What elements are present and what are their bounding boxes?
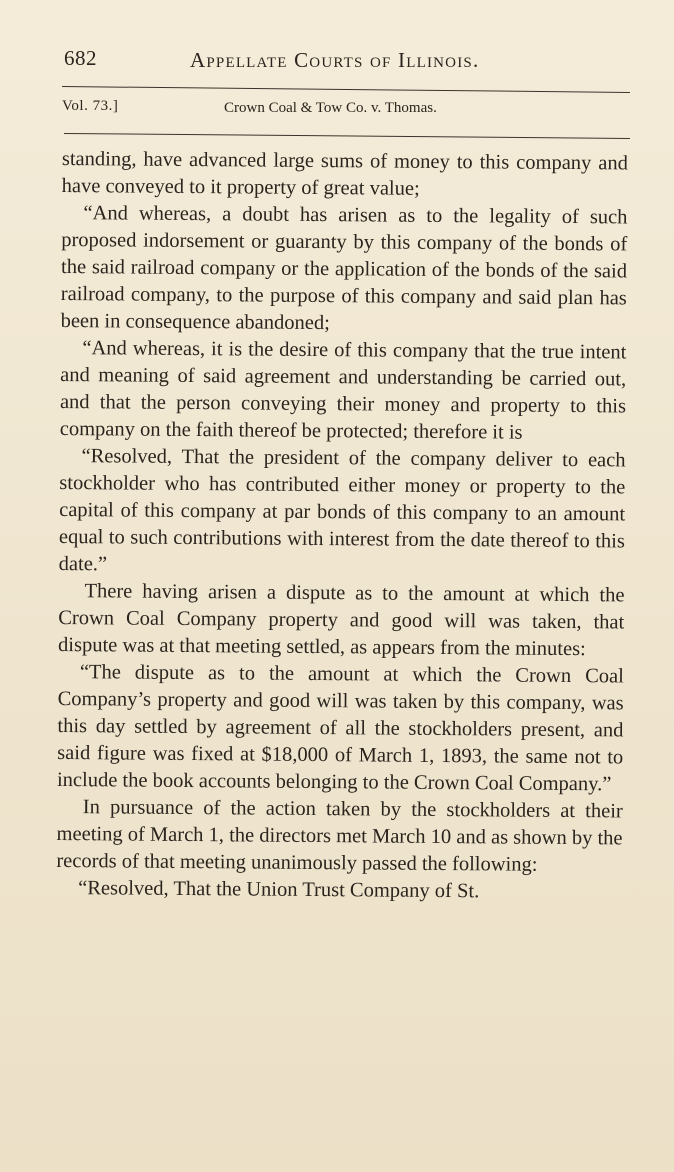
volume-label: Vol. 73.] [62, 98, 119, 114]
body-text [56, 146, 628, 906]
paragraph: There having arisen a dispute as to the amount at which the Crown Coal Company property and good will was taken, that dispute was at that meeting settled, as appears from the minutes: [57, 580, 625, 661]
paragraph: “Resolved, That the president of the company deliver to each stockholder who has contributed either money or property to the capital of this company at par bonds of this company to an amount equal to such contributions with interest from the date thereof to this date.” [58, 445, 626, 576]
case-header [62, 94, 632, 122]
page-header [64, 40, 634, 80]
page-number: 682 [64, 46, 97, 70]
subheader-rule [64, 133, 630, 139]
header-rule [62, 86, 630, 93]
paragraph: “And whereas, a doubt has arisen as to the legality of such proposed indorsement or guaranty by this company of the bonds of the said railroad company or the application of the bonds of the said railroad company, to the purpose of this company and said plan has been in consequence abandoned; [60, 202, 628, 335]
paragraph: “Resolved, That the Union Trust Company of St. [78, 877, 480, 903]
paragraph: “And whereas, it is the desire of this company that the true intent and meaning of said agreement and understanding be carried out, and that the person conveying their money and property to this company on the faith thereof be protected; therefore it is [59, 337, 627, 444]
running-title: Appellate Courts of Illinois. [190, 48, 480, 72]
paragraph: In pursuance of the action taken by the stockholders at their meeting of March 1, the directors met March 10 and as shown by the records of that meeting unanimously passed the following: [56, 796, 623, 876]
paragraph: “The dispute as to the amount at which the Crown Coal Company’s property and good will was taken by this company, was this day settled by agreement of all the stockholders present, and said figure was fixed at $18,000 of March 1, 1893, the same not to include the book accounts belonging to the Crown Coal Company.” [56, 661, 624, 796]
paragraph: standing, have advanced large sums of money to this company and have conveyed to it property of great value; [61, 147, 628, 200]
case-title: Crown Coal & Tow Co. v. Thomas. [224, 100, 437, 116]
